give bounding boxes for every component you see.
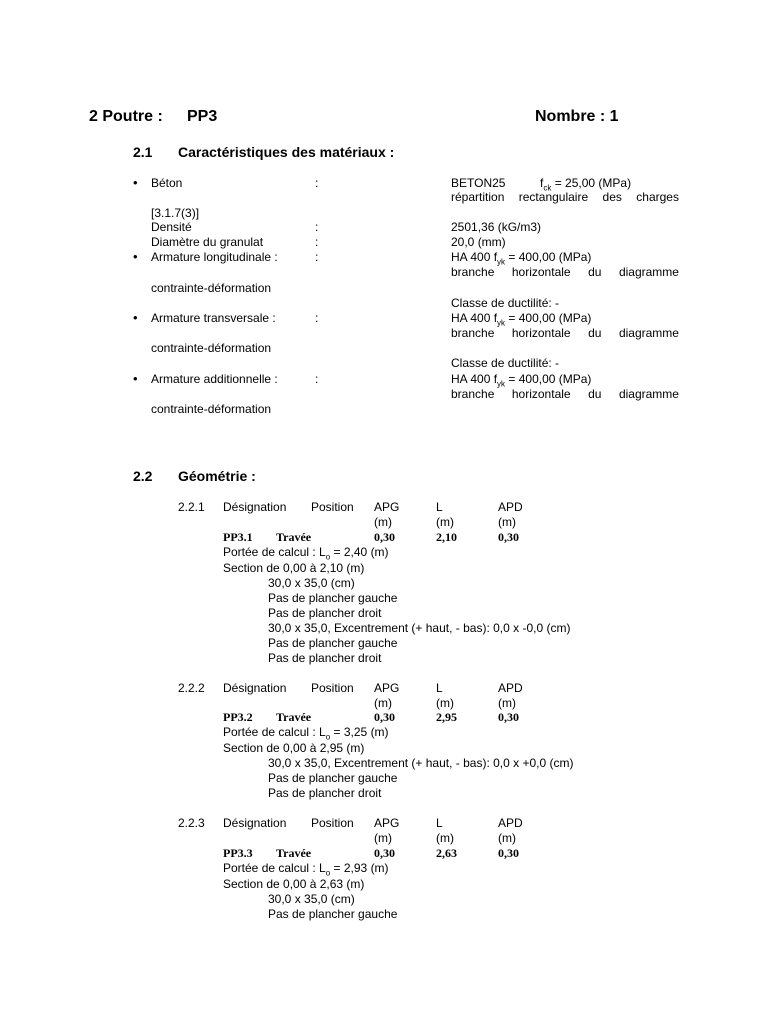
span-l: 2,95: [436, 710, 457, 724]
span-apd: 0,30: [498, 530, 519, 544]
armature-label: Armature transversale :: [151, 311, 276, 325]
beton-reference: [3.1.7(3)]: [151, 206, 200, 220]
unit: (m): [374, 696, 392, 710]
span-detail: Pas de plancher gauche: [268, 907, 398, 921]
subsection-title: Géométrie :: [178, 468, 256, 484]
span-detail: 30,0 x 35,0, Excentrement (+ haut, - bas): 0,0 x +0,0 (cm): [268, 756, 574, 770]
header-position: Position: [311, 816, 354, 830]
span-detail: Pas de plancher droit: [268, 651, 382, 665]
granulat-label: Diamètre du granulat: [151, 235, 264, 249]
span-detail: Pas de plancher gauche: [268, 636, 398, 650]
armature-description: branche horizontale du diagramme: [451, 326, 679, 340]
unit: (m): [436, 515, 454, 529]
beton-fck: $f_{ck} = 25,00$ (MPa): [540, 176, 632, 193]
span-portee: Portée de calcul : $L_o = 2,93$ (m): [223, 861, 389, 878]
span-detail: 30,0 x 35,0, Excentrement (+ haut, - bas): 0,0 x -0,0 (cm): [268, 621, 571, 635]
header-l: L: [436, 681, 443, 695]
beton-value: BETON25: [451, 176, 506, 190]
span-detail: 30,0 x 35,0 (cm): [268, 892, 355, 906]
subsection-title: Caractéristiques des matériaux :: [178, 144, 395, 160]
bullet: •: [133, 310, 138, 325]
header-designation: Désignation: [223, 816, 287, 830]
unit: (m): [498, 696, 516, 710]
header-position: Position: [311, 500, 354, 514]
armature-description: branche horizontale du diagramme: [451, 265, 679, 279]
unit: (m): [436, 696, 454, 710]
armature-label: Armature longitudinale :: [151, 250, 278, 264]
armature-description: branche horizontale du diagramme: [451, 387, 679, 401]
unit: (m): [374, 515, 392, 529]
span-position: Travée: [276, 530, 312, 544]
colon: :: [315, 311, 319, 325]
bullet: •: [133, 371, 138, 386]
header-l: L: [436, 816, 443, 830]
armature-ductility: Classe de ductilité: -: [451, 356, 560, 370]
span-detail: 30,0 x 35,0 (cm): [268, 576, 355, 590]
header-designation: Désignation: [223, 500, 287, 514]
armature-label: Armature additionnelle :: [151, 372, 278, 386]
armature-diagram: contrainte-déformation: [151, 341, 272, 355]
beam-count: Nombre : 1: [535, 108, 619, 125]
span-number: 2.2.2: [178, 681, 205, 695]
span-portee: Portée de calcul : $L_o = 3,25$ (m): [223, 725, 389, 742]
header-l: L: [436, 500, 443, 514]
span-section: Section de 0,00 à 2,63 (m): [223, 877, 365, 891]
span-number: 2.2.3: [178, 816, 205, 830]
densite-label: Densité: [151, 220, 192, 234]
section-number-title: 2 Poutre :: [89, 108, 163, 125]
span-name: PP3.2: [223, 710, 253, 724]
span-detail: Pas de plancher gauche: [268, 591, 398, 605]
beam-name: PP3: [187, 108, 218, 125]
span-name: PP3.3: [223, 846, 253, 860]
colon: :: [315, 372, 319, 386]
armature-diagram: contrainte-déformation: [151, 402, 272, 416]
colon: :: [315, 176, 319, 190]
span-apg: 0,30: [374, 710, 395, 724]
header-apd: APD: [498, 500, 523, 514]
armature-value: HA 400 $f_{yk} = 400,00$ (MPa): [451, 311, 592, 328]
colon: :: [315, 250, 319, 264]
densite-value: 2501,36 (kG/m3): [451, 220, 542, 234]
colon: :: [315, 235, 319, 249]
span-portee: Portée de calcul : $L_o = 2,40$ (m): [223, 545, 389, 562]
header-apg: APG: [374, 500, 400, 514]
span-l: 2,10: [436, 530, 457, 544]
colon: :: [315, 220, 319, 234]
unit: (m): [374, 831, 392, 845]
header-apg: APG: [374, 816, 400, 830]
bullet: •: [133, 175, 138, 190]
header-designation: Désignation: [223, 681, 287, 695]
granulat-value: 20,0 (mm): [451, 235, 506, 249]
span-l: 2,63: [436, 846, 457, 860]
bullet: •: [133, 249, 138, 264]
header-apd: APD: [498, 816, 523, 830]
span-position: Travée: [276, 710, 312, 724]
armature-diagram: contrainte-déformation: [151, 281, 272, 295]
span-name: PP3.1: [223, 530, 253, 544]
span-position: Travée: [276, 846, 312, 860]
span-apd: 0,30: [498, 710, 519, 724]
span-apg: 0,30: [374, 530, 395, 544]
header-apg: APG: [374, 681, 400, 695]
armature-ductility: Classe de ductilité: -: [451, 296, 560, 310]
span-number: 2.2.1: [178, 500, 205, 514]
beton-repartition: répartition rectangulaire des charges: [451, 190, 679, 204]
subsection-number: 2.2: [133, 468, 153, 484]
unit: (m): [498, 831, 516, 845]
unit: (m): [498, 515, 516, 529]
header-position: Position: [311, 681, 354, 695]
span-detail: Pas de plancher droit: [268, 786, 382, 800]
span-section: Section de 0,00 à 2,10 (m): [223, 561, 365, 575]
span-detail: Pas de plancher droit: [268, 606, 382, 620]
span-apg: 0,30: [374, 846, 395, 860]
span-section: Section de 0,00 à 2,95 (m): [223, 741, 365, 755]
armature-value: HA 400 $f_{yk} = 400,00$ (MPa): [451, 250, 592, 267]
span-apd: 0,30: [498, 846, 519, 860]
beton-label: Béton: [151, 176, 183, 190]
unit: (m): [436, 831, 454, 845]
armature-value: HA 400 $f_{yk} = 400,00$ (MPa): [451, 372, 592, 389]
header-apd: APD: [498, 681, 523, 695]
span-detail: Pas de plancher gauche: [268, 771, 398, 785]
subsection-number: 2.1: [133, 144, 153, 160]
